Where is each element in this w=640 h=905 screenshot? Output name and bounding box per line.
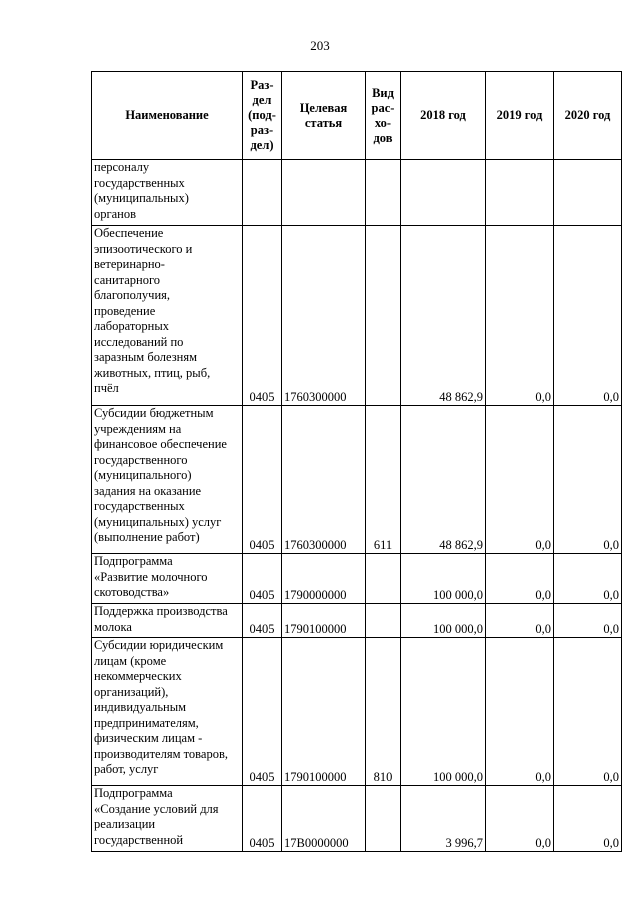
cell-2020: 0,0 <box>554 554 622 604</box>
cell-2018: 100 000,0 <box>401 638 486 786</box>
header-section-line: раз- <box>250 123 274 137</box>
cell-name <box>92 226 243 406</box>
name-line: задания на оказание <box>94 483 202 498</box>
table-row <box>92 638 622 786</box>
name-line: Субсидии бюджетным <box>94 406 214 420</box>
cell-section: 0405 <box>243 554 282 604</box>
cell-target: 1790100000 <box>282 638 366 786</box>
header-section-line: Раз- <box>250 78 274 92</box>
name-line: производителям товаров, <box>94 746 228 761</box>
cell-target: 1760300000 <box>282 226 366 406</box>
cell-target: 1790000000 <box>282 554 366 604</box>
name-line: лицам (кроме <box>94 653 167 668</box>
cell-target <box>282 160 366 226</box>
header-expense-line: хо- <box>374 115 392 130</box>
cell-2019: 0,0 <box>486 226 554 406</box>
name-line: работ, услуг <box>94 762 159 776</box>
cell-name <box>92 406 243 554</box>
name-line: молока <box>94 619 132 634</box>
header-target <box>282 72 366 160</box>
cell-2020: 0,0 <box>554 638 622 786</box>
cell-name <box>92 554 243 604</box>
cell-section: 0405 <box>243 406 282 554</box>
name-line: органов <box>94 206 137 221</box>
table-row <box>92 406 622 554</box>
cell-expense <box>366 226 401 406</box>
name-line: предпринимателям, <box>94 715 199 730</box>
header-target-line: статья <box>304 115 343 130</box>
table-row <box>92 604 622 638</box>
name-line: «Создание условий для <box>94 801 219 816</box>
header-section-line: дел) <box>250 138 274 152</box>
cell-name <box>92 638 243 786</box>
cell-target: 1790100000 <box>282 604 366 638</box>
name-line: (муниципальных) <box>94 191 189 205</box>
name-line: Подпрограмма <box>94 554 173 568</box>
header-section <box>243 72 282 160</box>
header-expense-line: рас- <box>371 100 395 115</box>
cell-2018: 3 996,7 <box>401 786 486 852</box>
cell-2019 <box>486 160 554 226</box>
cell-2020: 0,0 <box>554 406 622 554</box>
name-line: Подпрограмма <box>94 786 173 800</box>
name-line: государственной <box>94 832 184 847</box>
cell-expense: 611 <box>366 406 401 554</box>
cell-section: 0405 <box>243 226 282 406</box>
name-line: скотоводства» <box>94 585 170 599</box>
name-line: организаций), <box>94 684 169 699</box>
name-line: учреждениям на <box>94 421 182 436</box>
name-line: Субсидии юридическим <box>94 638 224 652</box>
cell-2018: 48 862,9 <box>401 226 486 406</box>
cell-2018 <box>401 160 486 226</box>
cell-2019: 0,0 <box>486 786 554 852</box>
cell-expense: 810 <box>366 638 401 786</box>
name-line: эпизоотического и <box>94 241 193 256</box>
cell-section: 0405 <box>243 638 282 786</box>
name-line: санитарного <box>94 272 161 287</box>
cell-name <box>92 604 243 638</box>
name-line: финансовое обеспечение <box>94 437 227 451</box>
name-line: реализации <box>94 817 156 831</box>
table-row <box>92 160 622 226</box>
header-section-line: дел <box>252 93 272 107</box>
cell-target: 1760300000 <box>282 406 366 554</box>
name-line: некоммерческих <box>94 669 182 683</box>
name-line: лабораторных <box>94 319 170 333</box>
table-row <box>92 554 622 604</box>
page-number: 203 <box>310 38 330 53</box>
name-line: физическим лицам - <box>94 731 203 745</box>
name-line: государственного <box>94 452 188 467</box>
cell-expense <box>366 786 401 852</box>
cell-expense <box>366 160 401 226</box>
header-section-line: (под- <box>248 108 276 122</box>
cell-expense <box>366 604 401 638</box>
cell-section: 0405 <box>243 786 282 852</box>
name-line: (муниципальных) услуг <box>94 514 222 529</box>
cell-2019: 0,0 <box>486 638 554 786</box>
cell-2018: 100 000,0 <box>401 604 486 638</box>
table-row <box>92 786 622 852</box>
cell-section: 0405 <box>243 604 282 638</box>
cell-2020: 0,0 <box>554 226 622 406</box>
header-2018: 2018 год <box>401 72 486 160</box>
name-line: (муниципального) <box>94 468 192 482</box>
header-2020: 2020 год <box>554 72 622 160</box>
name-line: проведение <box>94 303 156 318</box>
header-row <box>92 72 622 160</box>
cell-2019: 0,0 <box>486 604 554 638</box>
name-line: индивидуальным <box>94 700 187 714</box>
cell-target: 17В0000000 <box>282 786 366 852</box>
name-line: Обеспечение <box>94 226 164 240</box>
name-line: благополучия, <box>94 288 171 302</box>
cell-section <box>243 160 282 226</box>
cell-2020: 0,0 <box>554 786 622 852</box>
table-row <box>92 226 622 406</box>
header-expense-line: Вид <box>372 85 394 100</box>
name-line: исследований по <box>94 334 184 349</box>
cell-name <box>92 160 243 226</box>
name-line: «Развитие молочного <box>94 569 208 584</box>
name-line: персоналу <box>94 160 150 174</box>
cell-2019: 0,0 <box>486 554 554 604</box>
header-expense-line: дов <box>373 130 393 145</box>
cell-2018: 48 862,9 <box>401 406 486 554</box>
cell-2019: 0,0 <box>486 406 554 554</box>
name-line: (выполнение работ) <box>94 530 200 544</box>
name-line: государственных <box>94 175 185 190</box>
header-expense <box>366 72 401 160</box>
cell-2018: 100 000,0 <box>401 554 486 604</box>
name-line: Поддержка производства <box>94 604 228 618</box>
cell-2020: 0,0 <box>554 604 622 638</box>
name-line: государственных <box>94 499 185 513</box>
name-line: животных, птиц, рыб, <box>94 365 211 380</box>
header-2019: 2019 год <box>486 72 554 160</box>
name-line: пчёл <box>94 381 119 395</box>
name-line: ветеринарно- <box>94 257 165 271</box>
header-name: Наименование <box>92 72 243 160</box>
cell-name <box>92 786 243 852</box>
budget-table <box>91 71 622 852</box>
cell-2020 <box>554 160 622 226</box>
cell-expense <box>366 554 401 604</box>
name-line: заразным болезням <box>94 350 198 364</box>
header-target-line: Целевая <box>299 100 348 115</box>
